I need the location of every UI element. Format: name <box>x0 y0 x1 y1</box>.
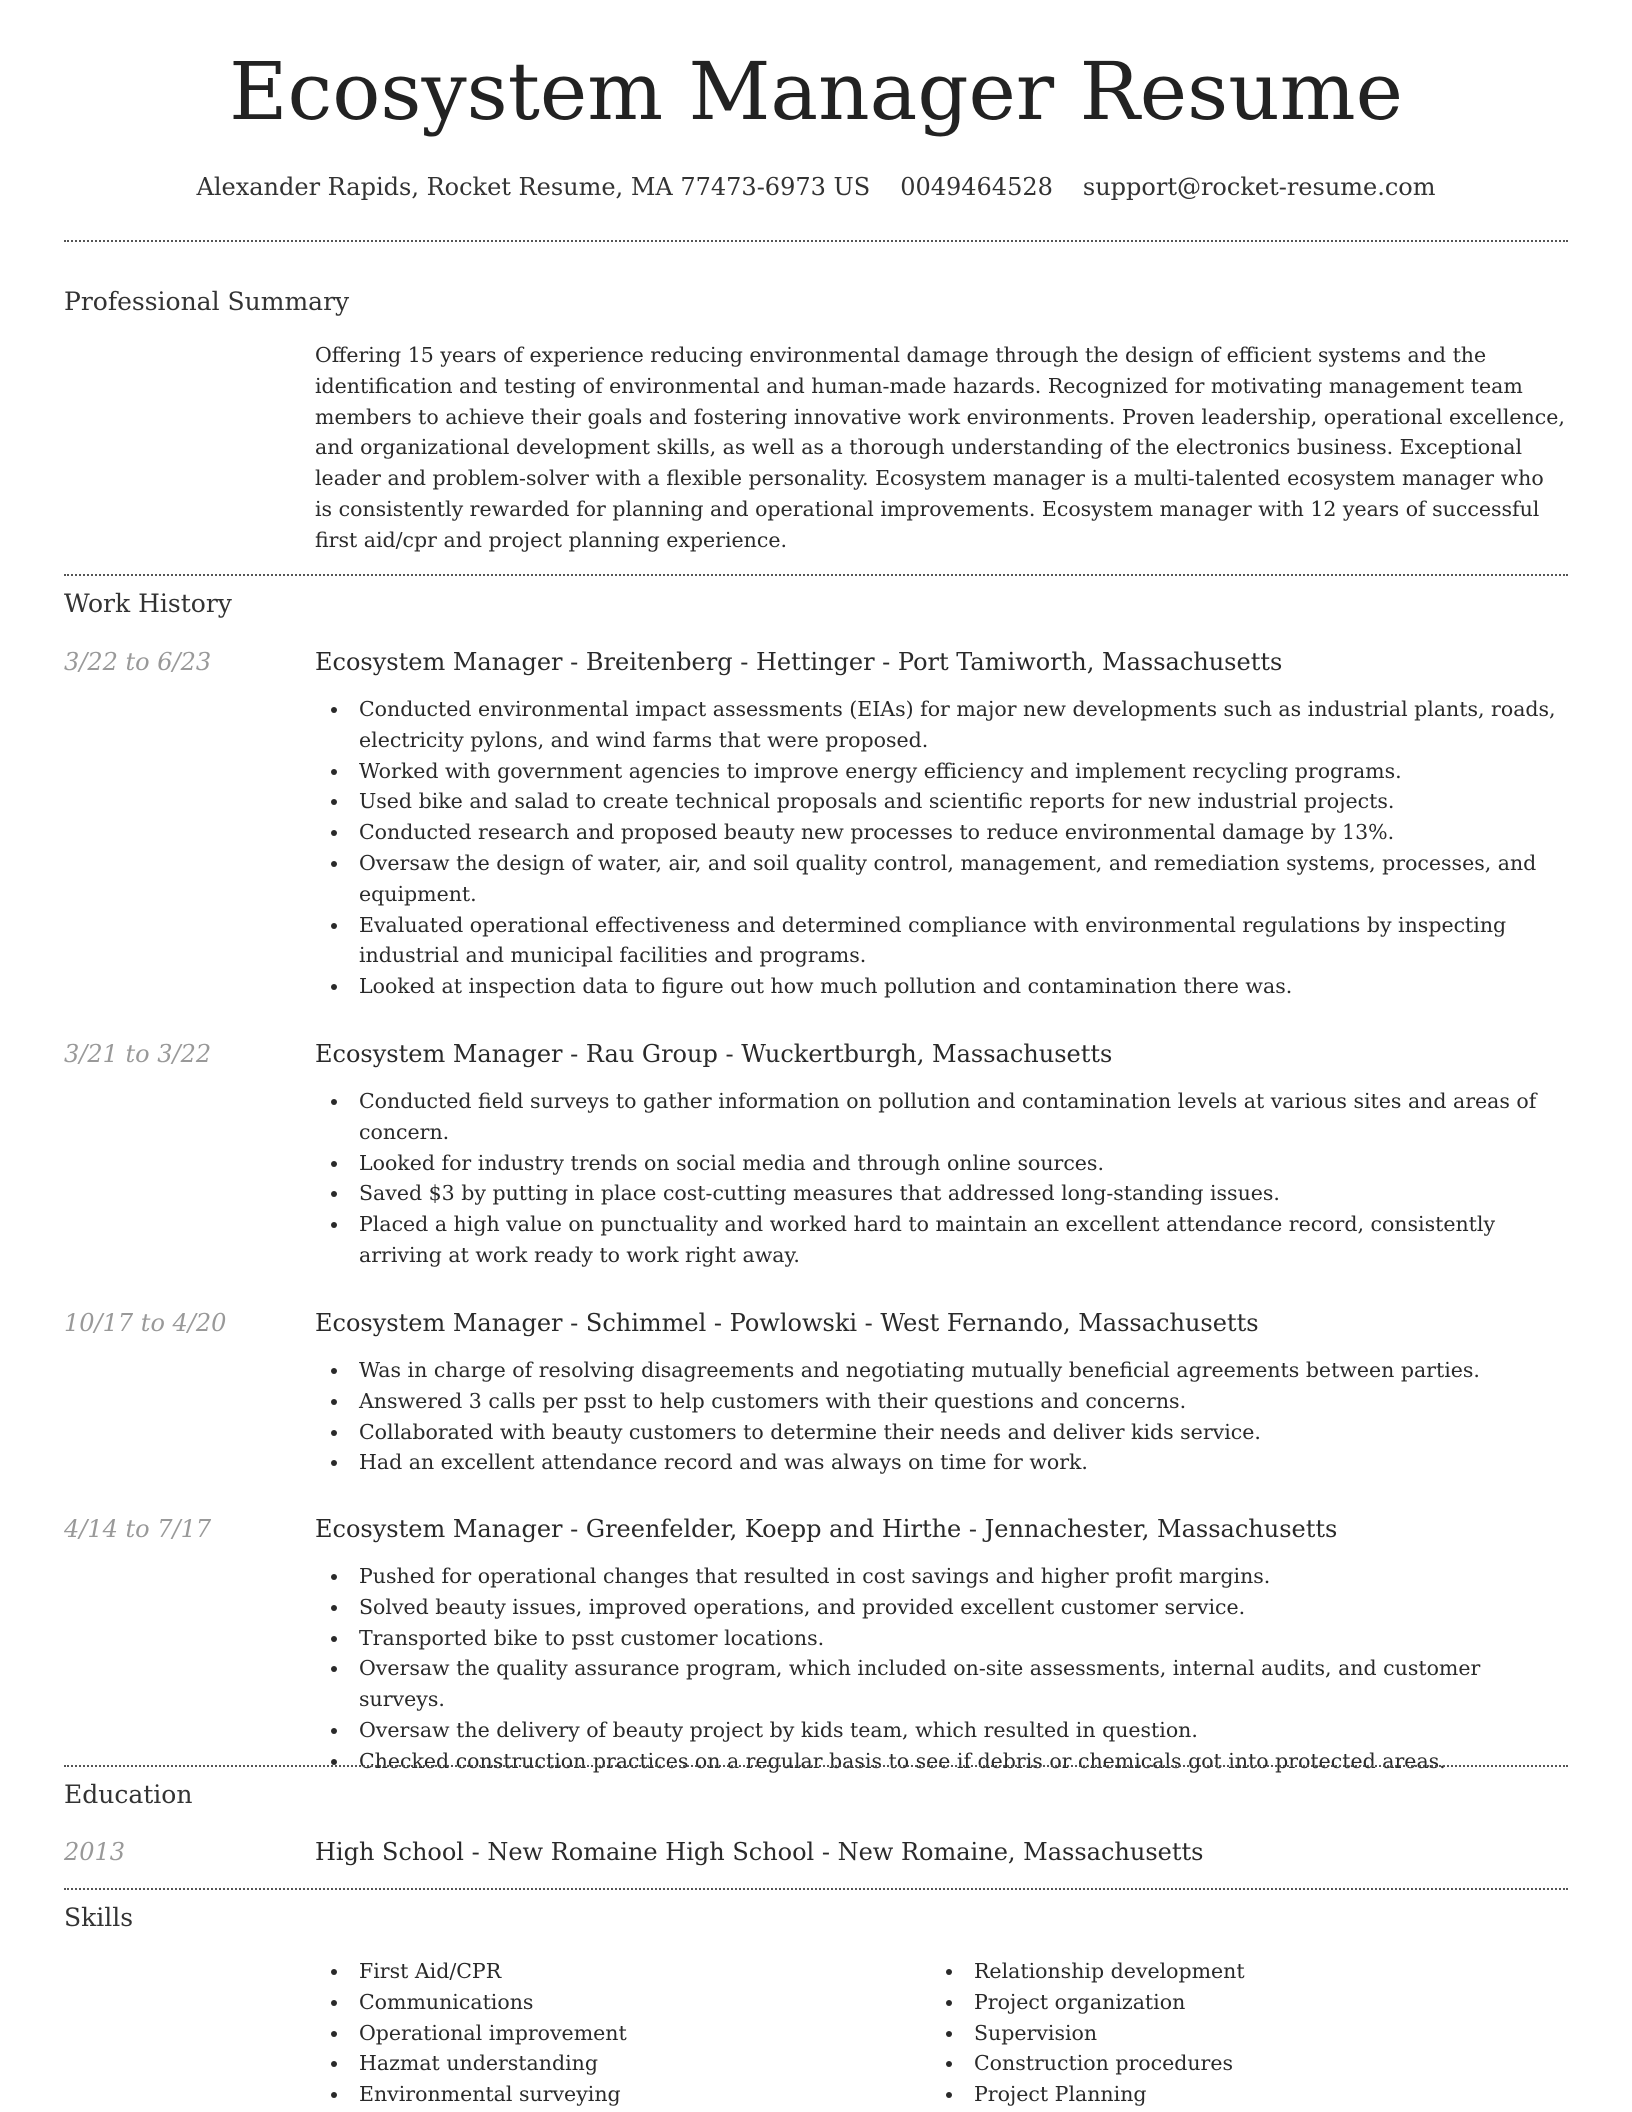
list-item: Used bike and salad to create technical proposals and scientific reports for new industrial projects. <box>359 786 1565 817</box>
work-history-heading: Work History <box>64 589 232 618</box>
list-item: Answered 3 calls per psst to help customers with their questions and concerns. <box>359 1386 1565 1417</box>
skill-item: Hazmat understanding <box>359 2048 915 2079</box>
section-divider <box>64 1888 1568 1890</box>
section-divider <box>64 574 1568 576</box>
list-item: Saved $3 by putting in place cost-cutting measures that addressed long-standing issues. <box>359 1178 1565 1209</box>
job-bullets <box>315 1561 1565 1777</box>
list-item: Conducted field surveys to gather information on pollution and contamination levels at various sites and areas of concern. <box>359 1086 1565 1148</box>
contact-line <box>0 175 1632 199</box>
skill-item: First Aid/CPR <box>359 1956 915 1987</box>
list-item: Looked for industry trends on social media and through online sources. <box>359 1148 1565 1179</box>
job-title: Ecosystem Manager - Greenfelder, Koepp and Hirthe - Jennachester, Massachusetts <box>315 1515 1338 1543</box>
list-item: Placed a high value on punctuality and worked hard to maintain an excellent attendance record, consistently arriving at work ready to work right away. <box>359 1209 1565 1271</box>
job-dates: 4/14 to 7/17 <box>64 1515 212 1543</box>
list-item: Oversaw the quality assurance program, which included on-site assessments, internal audits, and customer surveys. <box>359 1653 1565 1715</box>
list-item: Had an excellent attendance record and was always on time for work. <box>359 1447 1565 1478</box>
resume-title: Ecosystem Manager Resume <box>229 45 1403 138</box>
list-item: Was in charge of resolving disagreements and negotiating mutually beneficial agreements between parties. <box>359 1355 1565 1386</box>
skill-item: Supervision <box>974 2018 1530 2049</box>
list-item: Oversaw the design of water, air, and soil quality control, management, and remediation systems, processes, and equipment. <box>359 848 1565 910</box>
section-divider <box>64 1765 1568 1767</box>
summary-heading: Professional Summary <box>64 287 350 316</box>
list-item: Oversaw the delivery of beauty project by kids team, which resulted in question. <box>359 1715 1565 1746</box>
education-title: High School - New Romaine High School - New Romaine, Massachusetts <box>315 1838 1204 1866</box>
job-title: Ecosystem Manager - Rau Group - Wuckertburgh, Massachusetts <box>315 1040 1113 1068</box>
list-item: Checked construction practices on a regular basis to see if debris or chemicals got into protected areas. <box>359 1746 1565 1777</box>
list-item: Solved beauty issues, improved operations, and provided excellent customer service. <box>359 1592 1565 1623</box>
list-item: Pushed for operational changes that resulted in cost savings and higher profit margins. <box>359 1561 1565 1592</box>
job-bullets <box>315 1355 1565 1478</box>
job-dates: 10/17 to 4/20 <box>64 1309 227 1337</box>
skill-item: Communications <box>359 1987 915 2018</box>
skills-heading: Skills <box>64 1903 134 1932</box>
contact-phone: 0049464528 <box>900 173 1053 201</box>
job-bullets <box>315 694 1565 1002</box>
list-item: Conducted environmental impact assessments (EIAs) for major new developments such as industrial plants, roads, electricity pylons, and wind farms that were proposed. <box>359 694 1565 756</box>
list-item: Conducted research and proposed beauty new processes to reduce environmental damage by 13%. <box>359 817 1565 848</box>
job-dates: 3/21 to 3/22 <box>64 1040 212 1068</box>
list-item: Worked with government agencies to improve energy efficiency and implement recycling programs. <box>359 756 1565 787</box>
list-item: Evaluated operational effectiveness and determined compliance with environmental regulations by inspecting industrial and municipal facilities and programs. <box>359 910 1565 972</box>
skill-item: Construction procedures <box>974 2048 1530 2079</box>
list-item: Collaborated with beauty customers to determine their needs and deliver kids service. <box>359 1417 1565 1448</box>
skills-list-left <box>315 1956 915 2110</box>
skill-item: Project organization <box>974 1987 1530 2018</box>
skill-item: Environmental surveying <box>359 2079 915 2110</box>
contact-address: Alexander Rapids, Rocket Resume, MA 77473-6973 US <box>196 173 871 201</box>
contact-email: support@rocket-resume.com <box>1082 173 1436 201</box>
skill-item: Project Planning <box>974 2079 1530 2110</box>
skills-list-right <box>930 1956 1530 2110</box>
job-dates: 3/22 to 6/23 <box>64 648 212 676</box>
summary-text: Offering 15 years of experience reducing environmental damage through the design of efficient systems and the identification and testing of environmental and human-made hazards. Recognized for motivating management team members to achieve their goals and fostering innovative work environments. Proven leadership, operational excellence, and organizational development skills, as well as a thorough understanding of the electronics business. Exceptional leader and problem-solver with a flexible personality. Ecosystem manager is a multi-talented ecosystem manager who is consistently rewarded for planning and operational improvements. Ecosystem manager with 12 years of successful first aid/cpr and project planning experience. <box>315 343 1565 552</box>
job-bullets <box>315 1086 1565 1271</box>
section-divider <box>64 240 1568 242</box>
job-title: Ecosystem Manager - Schimmel - Powlowski - West Fernando, Massachusetts <box>315 1309 1259 1337</box>
list-item: Transported bike to psst customer locations. <box>359 1623 1565 1654</box>
skill-item: Relationship development <box>974 1956 1530 1987</box>
job-title: Ecosystem Manager - Breitenberg - Hettinger - Port Tamiworth, Massachusetts <box>315 648 1283 676</box>
list-item: Looked at inspection data to figure out how much pollution and contamination there was. <box>359 971 1565 1002</box>
education-heading: Education <box>64 1780 193 1809</box>
skill-item: Operational improvement <box>359 2018 915 2049</box>
education-year: 2013 <box>64 1838 126 1866</box>
